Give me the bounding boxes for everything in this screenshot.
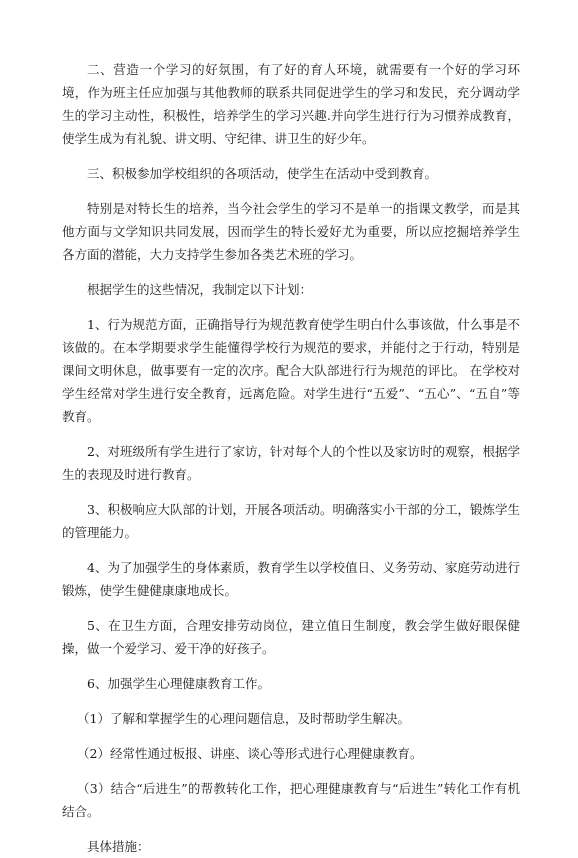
plan-item-hygiene: 5、在卫生方面，合理安排劳动岗位，建立值日生制度，教会学生做好眼保健操，做一个爱学习、爱干净的好孩子。 [62,618,520,656]
mental-health-sub-item-1: （1）了解和掌握学生的心理问题信息，及时帮助学生解决。 [77,711,410,726]
mental-health-sub-item-2: （2）经常性通过板报、讲座、谈心等形式进行心理健康教育。 [77,746,423,761]
paragraph-plan-intro: 根据学生的这些情况，我制定以下计划： [87,282,313,297]
plan-item-home-visits: 2、对班级所有学生进行了家访，针对每个人的个性以及家访时的观察，根据学生的表现及时进行教育。 [62,444,520,482]
specific-measures-heading: 具体措施： [87,839,150,854]
plan-item-team-activities: 3、积极响应大队部的计划，开展各项活动。明确落实小干部的分工，锻炼学生的管理能力。 [62,502,520,540]
paragraph-special-talents: 特别是对特长生的培养，当今社会学生的学习不是单一的指课文教学，而是其他方面与文学知识共同发展，因而学生的特长爱好尤为重要，所以应挖掘培养学生各方面的潜能，大力支持学生参加各类艺术班的学习。 [62,201,520,262]
plan-item-physical-fitness: 4、为了加强学生的身体素质，教育学生以学校值日、义务劳动、家庭劳动进行锻炼，使学生健健康康地成长。 [62,560,520,598]
plan-item-mental-health: 6、加强学生心理健康教育工作。 [87,676,270,691]
paragraph-school-activities: 三、积极参加学校组织的各项活动，使学生在活动中受到教育。 [87,166,438,181]
document-body [62,58,520,858]
paragraph-learning-atmosphere: 二、营造一个学习的好氛围，有了好的育人环境，就需要有一个好的学习环境，作为班主任应加强与其他教师的联系共同促进学生的学习和发民，充分调动学生的学习主动性，积极性，培养学生的学习兴趣.并向学生进行行为习惯养成教育，使学生成为有礼貌、讲文明、守纪律、讲卫生的好少年。 [62,62,520,146]
mental-health-sub-item-3: （3）结合“后进生”的帮教转化工作，把心理健康教育与“后进生”转化工作有机结合。 [62,781,520,819]
plan-item-behavior-norms: 1、行为规范方面，正确指导行为规范教育使学生明白什么事该做，什么事是不该做的。在本学期要求学生能懂得学校行为规范的要求，并能付之于行动，特别是课间文明休息，做事要有一定的次序。配合大队部进行行为规范的评比。 在学校对学生经常对学生进行安全教育，远离危险。对学生进行“五爱”、“五心”、“五自”等教育。 [62,317,520,424]
